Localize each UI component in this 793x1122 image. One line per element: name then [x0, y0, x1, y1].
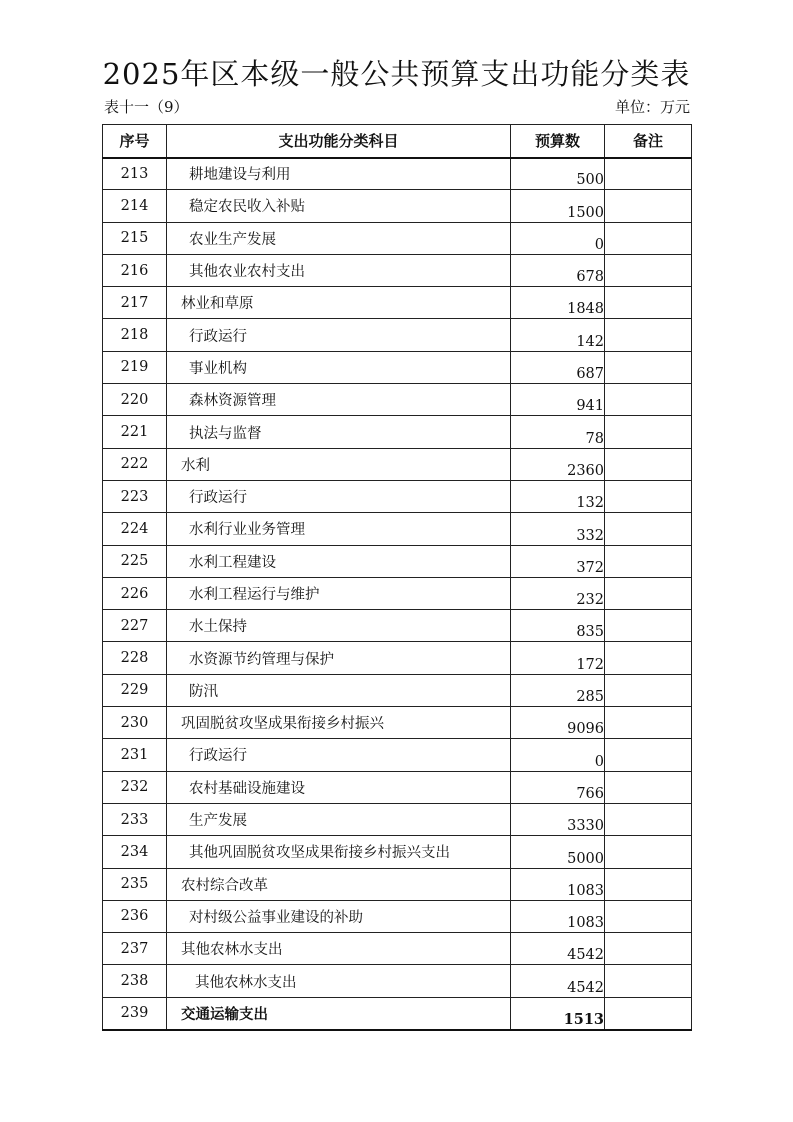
row-category-name: 水利工程运行与维护	[167, 577, 511, 609]
row-budget-amount: 1848	[511, 287, 605, 319]
row-number: 217	[103, 287, 167, 319]
row-budget-amount: 78	[511, 416, 605, 448]
row-number: 235	[103, 868, 167, 900]
row-number: 231	[103, 739, 167, 771]
table-body	[103, 158, 692, 1030]
table-row	[103, 416, 692, 448]
page-title: 2025年区本级一般公共预算支出功能分类表	[102, 57, 691, 91]
row-number: 213	[103, 158, 167, 190]
row-category-name: 林业和草原	[167, 287, 511, 319]
table-row	[103, 642, 692, 674]
table-row	[103, 287, 692, 319]
row-note	[605, 448, 692, 480]
row-note	[605, 384, 692, 416]
row-number: 226	[103, 577, 167, 609]
row-number: 238	[103, 965, 167, 997]
row-budget-amount: 5000	[511, 836, 605, 868]
row-note	[605, 222, 692, 254]
table-row	[103, 674, 692, 706]
row-budget-amount: 1083	[511, 868, 605, 900]
row-number: 227	[103, 610, 167, 642]
row-category-name: 耕地建设与利用	[167, 158, 511, 190]
row-note	[605, 416, 692, 448]
row-note	[605, 319, 692, 351]
row-category-name: 水利工程建设	[167, 545, 511, 577]
row-category-name: 事业机构	[167, 351, 511, 383]
header-name: 支出功能分类科目	[167, 125, 511, 158]
row-note	[605, 190, 692, 222]
row-note	[605, 642, 692, 674]
row-number: 232	[103, 771, 167, 803]
table-row	[103, 545, 692, 577]
row-budget-amount: 372	[511, 545, 605, 577]
table-row	[103, 933, 692, 965]
row-budget-amount: 4542	[511, 933, 605, 965]
row-note	[605, 480, 692, 512]
row-number: 223	[103, 480, 167, 512]
row-category-name: 农业生产发展	[167, 222, 511, 254]
table-row	[103, 319, 692, 351]
row-budget-amount: 678	[511, 254, 605, 286]
row-category-name: 生产发展	[167, 803, 511, 835]
row-category-name: 水资源节约管理与保护	[167, 642, 511, 674]
row-note	[605, 513, 692, 545]
row-budget-amount: 4542	[511, 965, 605, 997]
row-budget-amount: 9096	[511, 707, 605, 739]
row-note	[605, 577, 692, 609]
table-row	[103, 965, 692, 997]
row-category-name: 水土保持	[167, 610, 511, 642]
row-category-name: 其他农林水支出	[167, 933, 511, 965]
row-category-name: 行政运行	[167, 739, 511, 771]
table-header-row	[103, 125, 692, 158]
table-row	[103, 868, 692, 900]
row-number: 239	[103, 997, 167, 1029]
row-budget-amount: 1500	[511, 190, 605, 222]
row-number: 224	[103, 513, 167, 545]
row-budget-amount: 1083	[511, 900, 605, 932]
row-note	[605, 933, 692, 965]
row-category-name: 行政运行	[167, 480, 511, 512]
row-category-name: 巩固脱贫攻坚成果衔接乡村振兴	[167, 707, 511, 739]
row-note	[605, 674, 692, 706]
row-number: 220	[103, 384, 167, 416]
row-budget-amount: 941	[511, 384, 605, 416]
row-number: 219	[103, 351, 167, 383]
row-category-name: 防汛	[167, 674, 511, 706]
table-row	[103, 254, 692, 286]
table-row	[103, 739, 692, 771]
row-budget-amount: 232	[511, 577, 605, 609]
row-budget-amount: 2360	[511, 448, 605, 480]
row-number: 234	[103, 836, 167, 868]
table-row	[103, 997, 692, 1029]
row-category-name: 水利行业业务管理	[167, 513, 511, 545]
row-number: 221	[103, 416, 167, 448]
row-budget-amount: 0	[511, 222, 605, 254]
row-category-name: 农村综合改革	[167, 868, 511, 900]
row-budget-amount: 172	[511, 642, 605, 674]
table-row	[103, 707, 692, 739]
row-budget-amount: 3330	[511, 803, 605, 835]
header-amount: 预算数	[511, 125, 605, 158]
row-number: 216	[103, 254, 167, 286]
row-number: 237	[103, 933, 167, 965]
table-row	[103, 384, 692, 416]
row-note	[605, 965, 692, 997]
header-note: 备注	[605, 125, 692, 158]
row-number: 236	[103, 900, 167, 932]
table-row	[103, 900, 692, 932]
row-number: 215	[103, 222, 167, 254]
unit-label: 单位：万元	[614, 98, 690, 116]
row-category-name: 其他农林水支出	[167, 965, 511, 997]
row-note	[605, 287, 692, 319]
row-note	[605, 803, 692, 835]
header-no: 序号	[103, 125, 167, 158]
row-category-name: 水利	[167, 448, 511, 480]
row-note	[605, 610, 692, 642]
row-number: 233	[103, 803, 167, 835]
row-note	[605, 771, 692, 803]
row-note	[605, 707, 692, 739]
row-note	[605, 900, 692, 932]
row-number: 218	[103, 319, 167, 351]
row-note	[605, 254, 692, 286]
row-category-name: 对村级公益事业建设的补助	[167, 900, 511, 932]
row-note	[605, 739, 692, 771]
row-category-name: 行政运行	[167, 319, 511, 351]
table-row	[103, 190, 692, 222]
budget-table	[102, 124, 692, 1031]
row-category-name: 农村基础设施建设	[167, 771, 511, 803]
row-budget-amount: 142	[511, 319, 605, 351]
row-category-name: 稳定农民收入补贴	[167, 190, 511, 222]
row-number: 225	[103, 545, 167, 577]
row-budget-amount: 332	[511, 513, 605, 545]
row-note	[605, 997, 692, 1029]
row-number: 229	[103, 674, 167, 706]
table-row	[103, 351, 692, 383]
table-row	[103, 836, 692, 868]
row-number: 230	[103, 707, 167, 739]
table-row	[103, 158, 692, 190]
row-budget-amount: 835	[511, 610, 605, 642]
row-note	[605, 545, 692, 577]
row-budget-amount: 0	[511, 739, 605, 771]
row-budget-amount: 1513	[511, 997, 605, 1029]
row-budget-amount: 132	[511, 480, 605, 512]
row-note	[605, 836, 692, 868]
table-code: 表十一（9）	[104, 98, 189, 116]
table-row	[103, 513, 692, 545]
row-budget-amount: 687	[511, 351, 605, 383]
row-category-name: 其他农业农村支出	[167, 254, 511, 286]
row-budget-amount: 766	[511, 771, 605, 803]
table-row	[103, 803, 692, 835]
row-note	[605, 868, 692, 900]
row-note	[605, 158, 692, 190]
row-number: 222	[103, 448, 167, 480]
row-category-name: 交通运输支出	[167, 997, 511, 1029]
table-row	[103, 610, 692, 642]
table-row	[103, 222, 692, 254]
row-category-name: 执法与监督	[167, 416, 511, 448]
table-row	[103, 480, 692, 512]
row-number: 228	[103, 642, 167, 674]
row-note	[605, 351, 692, 383]
table-row	[103, 771, 692, 803]
row-category-name: 其他巩固脱贫攻坚成果衔接乡村振兴支出	[167, 836, 511, 868]
table-row	[103, 448, 692, 480]
row-number: 214	[103, 190, 167, 222]
row-budget-amount: 500	[511, 158, 605, 190]
table-row	[103, 577, 692, 609]
row-budget-amount: 285	[511, 674, 605, 706]
row-category-name: 森林资源管理	[167, 384, 511, 416]
